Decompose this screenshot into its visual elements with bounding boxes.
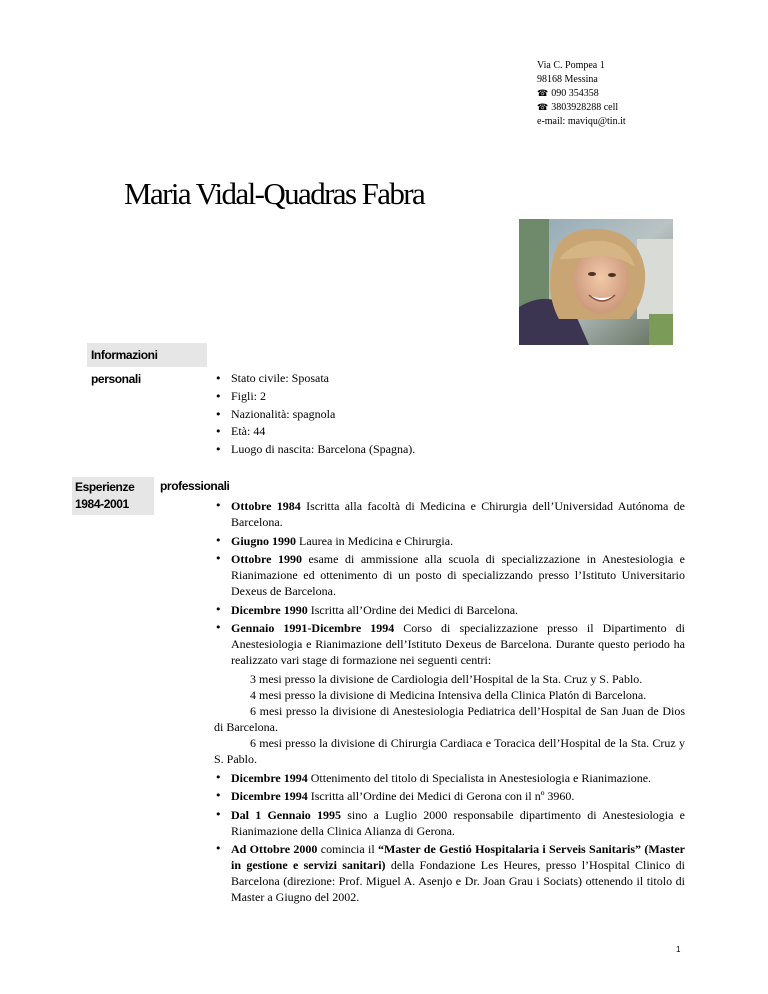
bullet-icon: • xyxy=(215,443,222,457)
bullet-icon: • xyxy=(215,372,222,385)
list-item: • Stato civile: Sposata xyxy=(215,370,415,388)
phone-icon: ☎ xyxy=(537,103,549,113)
list-item: • Dicembre 1994 Iscritta all’Ordine dei Medici di Gerona con il nº 3960. xyxy=(215,789,575,803)
bullet-icon: • xyxy=(215,425,222,439)
section-personal-info: Informazioni personali xyxy=(87,343,207,367)
bullet-icon: • xyxy=(215,602,222,616)
section-experience-title: Esperienze xyxy=(75,480,135,494)
bullet-icon: • xyxy=(215,499,222,512)
section-experience xyxy=(72,477,154,515)
list-item: • Nazionalità: spagnola xyxy=(215,406,415,424)
list-item: • Giugno 1990 Laurea in Medicina e Chirurgia. xyxy=(215,533,454,548)
list-item: • Età: 44 xyxy=(215,423,415,441)
list-item: • Gennaio 1991-Dicembre 1994 Corso di specializzazione presso il Dipartimento di Anestesiologia e Rianimazione dell’Istituto Dexeus de Barcelona. Durante questo periodo ha realizzato vari stage di formazione nei seguenti centri: xyxy=(215,621,685,667)
phone-number: 090 354358 xyxy=(551,88,599,99)
list-item: • Dicembre 1994 Ottenimento del titolo di Specialista in Anestesiologia e Rianimazione. xyxy=(215,770,652,785)
bullet-icon: • xyxy=(215,533,222,547)
list-item: • Dal 1 Gennaio 1995 sino a Luglio 2000 responsabile dipartimento di Anestesiologia e Rianimazione della Clinica Alianza di Gerona. xyxy=(215,807,686,838)
phone-icon: ☎ xyxy=(537,89,549,99)
contact-block xyxy=(537,59,626,129)
bullet-icon: • xyxy=(215,621,222,634)
bullet-icon: • xyxy=(215,807,222,821)
phone-line xyxy=(537,87,626,101)
list-item: • Dicembre 1990 Iscritta all’Ordine dei Medici di Barcelona. xyxy=(215,602,519,617)
personal-info-list xyxy=(215,370,415,459)
list-item: • Luogo di nascita: Barcelona (Spagna). xyxy=(215,441,415,459)
list-item: • Figli: 2 xyxy=(215,388,415,406)
city-line: 98168 Messina xyxy=(537,74,598,85)
email-line: e-mail: maviqu@tin.it xyxy=(537,116,626,127)
section-experience-title-cont: professionali xyxy=(160,479,230,493)
bullet-icon: • xyxy=(215,842,222,855)
address-line: Via C. Pompea 1 xyxy=(537,60,605,71)
experience-list xyxy=(215,498,685,908)
list-item: • Ottobre 1984 Iscritta alla facoltà di Medicina e Chirurgia dell’Universidad Autónoma de Barcelona. xyxy=(215,499,686,529)
bullet-icon: • xyxy=(215,407,222,421)
page-number: 1 xyxy=(676,945,681,954)
bullet-icon: • xyxy=(215,389,222,403)
cell-number: 3803928288 cell xyxy=(551,102,619,113)
bullet-icon: • xyxy=(215,552,222,565)
list-item: • Ottobre 1990 esame di ammissione alla scuola di specializzazione in Anestesiologia e Rianimazione ed ottenimento di un posto di specializzando presso l’Istituto Universitario Dexeus de Barcelona. xyxy=(215,552,685,598)
portrait-photo xyxy=(519,219,673,345)
person-name: Maria Vidal-Quadras Fabra xyxy=(124,176,425,211)
cell-line xyxy=(537,101,626,115)
stage-item: 4 mesi presso la divisione di Medicina Intensiva della Clinica Platón di Barcelona. xyxy=(250,687,647,702)
section-experience-years: 1984-2001 xyxy=(75,497,129,511)
bullet-icon: • xyxy=(215,789,222,802)
bullet-icon: • xyxy=(215,770,222,784)
stage-item: 6 mesi presso la divisione di Chirurgia Cardiaca e Toracica dell’Hospital de la Sta. Cruz y S. Pablo. xyxy=(214,735,685,766)
list-item: • Ad Ottobre 2000 comincia il “Master de Gestió Hospitalaria i Serveis Sanitaris” (Master in gestione e servizi sanitari) della Fondazione Les Heures, presso l’Hospital Clinico di Barcelona (direzione: Prof. Miguel A. Asenjo e Dr. Joan Grau i Sociats) ottenendo il titolo di Master a Giugno del 2002. xyxy=(215,842,685,904)
stage-item: 3 mesi presso la divisione de Cardiologia dell’Hospital de la Sta. Cruz y S. Pablo. xyxy=(250,671,643,686)
stage-item: 6 mesi presso la divisione di Anestesiologia Pediatrica dell’Hospital de San Juan de Dios di Barcelona. xyxy=(214,703,685,734)
